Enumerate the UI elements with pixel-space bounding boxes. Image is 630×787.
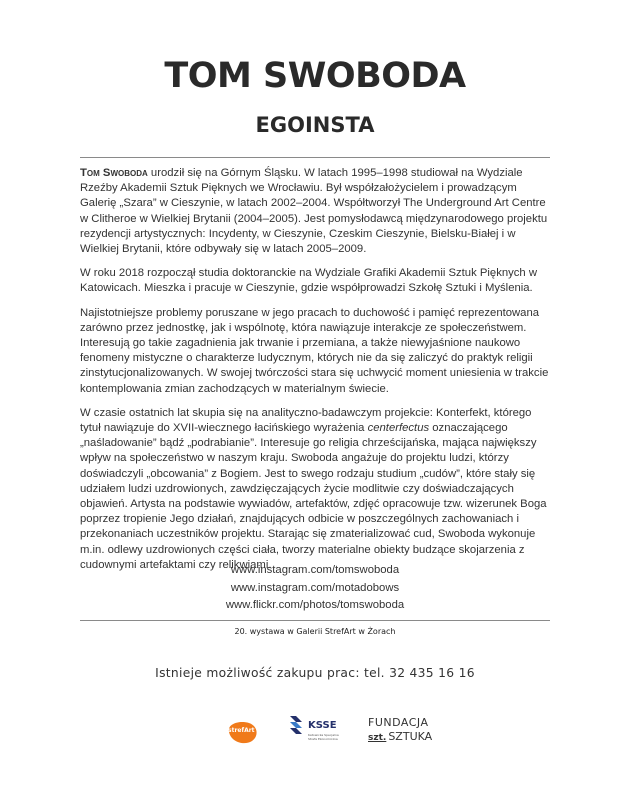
page-title: TOM SWOBODA bbox=[164, 56, 466, 96]
sponsor-logos bbox=[0, 712, 630, 752]
top-divider bbox=[80, 157, 550, 158]
szt-mark: szt. bbox=[368, 733, 387, 743]
strefart-logo bbox=[225, 720, 259, 744]
latin-term: centerfectus bbox=[367, 422, 430, 435]
link-flickr[interactable]: www.flickr.com/photos/tomswoboda bbox=[225, 599, 405, 611]
sztuka-label: SZTUKA bbox=[388, 730, 433, 743]
links-list bbox=[0, 562, 630, 615]
bottom-divider bbox=[80, 620, 550, 621]
fundacja-sztuka-logo bbox=[368, 716, 438, 750]
link-instagram-tomswoboda[interactable]: www.instagram.com/tomswoboda bbox=[230, 564, 400, 576]
ksse-arrows-icon bbox=[288, 714, 306, 736]
artist-name: Tom Swoboda bbox=[80, 167, 148, 179]
purchase-info: Istnieje możliwość zakupu prac: tel. 32 435 16 16 bbox=[155, 666, 475, 680]
link-instagram-motadobows[interactable]: www.instagram.com/motadobows bbox=[230, 581, 400, 594]
ksse-sublabel: Katowicka Specjalna Strefa Ekonomiczna bbox=[308, 733, 339, 741]
ksse-label: KSSE bbox=[308, 720, 337, 731]
sztuka-label-row bbox=[368, 730, 432, 743]
strefart-label: strefArt bbox=[228, 727, 255, 734]
ksse-logo bbox=[288, 714, 348, 750]
artist-biography bbox=[80, 166, 550, 582]
fundacja-label: FUNDACJA bbox=[368, 716, 429, 729]
bio-paragraph-1-text: urodził się na Górnym Śląsku. W latach 1995–1998 studiował na Wydziale Rzeźby Akademii Sztuk Pięknych we Wrocławiu. Był współzałożycielem i prowadzącym Galerię „Szara” w Cieszynie, w latach 2002–2004. Współtworzył The Underground Art Centre w Clitheroe w Wielkiej Brytanii (2004–2005). Jest pomysłodawcą międzynarodowego projektu rezydencji artystycznych: Incydenty, w Cieszynie, Czeskim Cieszynie, Bielsku-Białej i w Wielkiej Brytanii, które odbywały się w latach 2005–2009. bbox=[80, 167, 548, 256]
bio-paragraph-1 bbox=[80, 166, 550, 257]
bio-paragraph-4-start: W czasie ostatnich lat skupia się na analityczno-badawczym projekcie: Konterfekt, którego tytuł nawiązuje do XVII-wiecznego łacińskiego wyrażenia bbox=[80, 406, 532, 435]
exhibition-title: EGOINSTA bbox=[255, 113, 375, 137]
bio-paragraph-2: W roku 2018 rozpoczął studia doktoranckie na Wydziale Grafiki Akademii Sztuk Pięknych w Katowicach. Mieszka i pracuje w Cieszynie, gdzie współprowadzi Szkołę Sztuki i Myślenia. bbox=[80, 267, 537, 295]
bio-paragraph-4-end: oznaczającego „naśladowanie” bądź „podrabianie”. Interesuje go religia chrześcijańska, mająca największy wpływ na społeczeństwo w naszym kraju. Swoboda angażuje do projektu ludzi, którzy doświadczyli „obcowania” z Bogiem. Jest to swego rodzaju studium „cudów”, które stały się udziałem ludzi uzdrowionych, zawdzięczających życie modlitwie czy doświadczających objawień. Artysta na podstawie wywiadów, artefaktów, zdjęć opracowuje tzw. wizerunek Boga poprzez tropienie Jego działań, znajdujących odbicie w poszczególnych zachowaniach i przekonaniach uczestników projektu. Starając się zmaterializować cud, Swoboda wykonuje m.in. odlewy uzdrowionych części ciała, tworzy materialne obiekty budzące skojarzenia z cudownymi artefaktami czy relikwiami. bbox=[80, 422, 547, 571]
bio-paragraph-3: Najistotniejsze problemy poruszane w jego pracach to duchowość i pamięć reprezentowana zarówno przez jednostkę, jak i wspólnotę, która nawiązuje interakcje ze społeczeństwem. Interesują go takie zagadnienia jak trwanie i przemiana, a także niewyjaśnione naukowo fenomeny mistyczne o charakterze ludycznym, których nie da się zaliczyć do praktyk religii zinstytucjonalizowanych. W swojej twórczości stara się uchwycić moment uniesienia w trakcie kontemplowania zmian zachodzących w materialnym świecie. bbox=[80, 306, 549, 395]
exhibition-note: 20. wystawa w Galerii StrefArt w Żorach bbox=[234, 627, 396, 636]
bio-paragraph-4 bbox=[80, 406, 550, 573]
